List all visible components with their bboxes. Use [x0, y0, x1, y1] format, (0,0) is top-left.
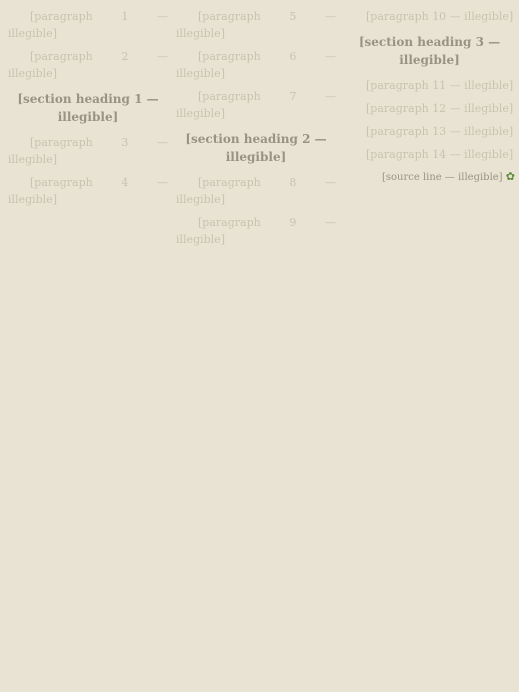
- paragraph: [paragraph 1 — illegible]: [8, 10, 168, 40]
- section-heading: [section heading 3 — illegible]: [358, 35, 501, 67]
- column-right: [344, 8, 515, 686]
- paragraph: [paragraph 2 — illegible]: [8, 50, 168, 80]
- paragraph: [paragraph 4 — illegible]: [8, 176, 168, 206]
- paragraph: [paragraph 8 — illegible]: [176, 176, 336, 206]
- paragraph: [paragraph 11 — illegible]: [366, 79, 514, 92]
- paragraph: [paragraph 13 — illegible]: [366, 125, 514, 138]
- paragraph: [paragraph 14 — illegible]: [366, 148, 514, 161]
- section-heading: [section heading 1 — illegible]: [17, 92, 159, 124]
- paragraph: [paragraph 12 — illegible]: [366, 102, 514, 115]
- column-middle: [176, 8, 336, 686]
- paragraph: [paragraph 3 — illegible]: [8, 136, 168, 166]
- column-left: [8, 8, 168, 686]
- paragraph: [paragraph 9 — illegible]: [176, 216, 336, 246]
- leaf-icon: ✿: [505, 170, 515, 183]
- paragraph: [paragraph 7 — illegible]: [176, 90, 336, 120]
- paragraph: [paragraph 10 — illegible]: [366, 10, 514, 23]
- article-columns: [8, 8, 513, 686]
- paragraph: [paragraph 6 — illegible]: [176, 50, 336, 80]
- paragraph: [paragraph 5 — illegible]: [176, 10, 336, 40]
- source-line: [344, 169, 515, 185]
- section-heading: [section heading 2 — illegible]: [185, 132, 327, 164]
- source-text: [source line — illegible]: [381, 172, 503, 183]
